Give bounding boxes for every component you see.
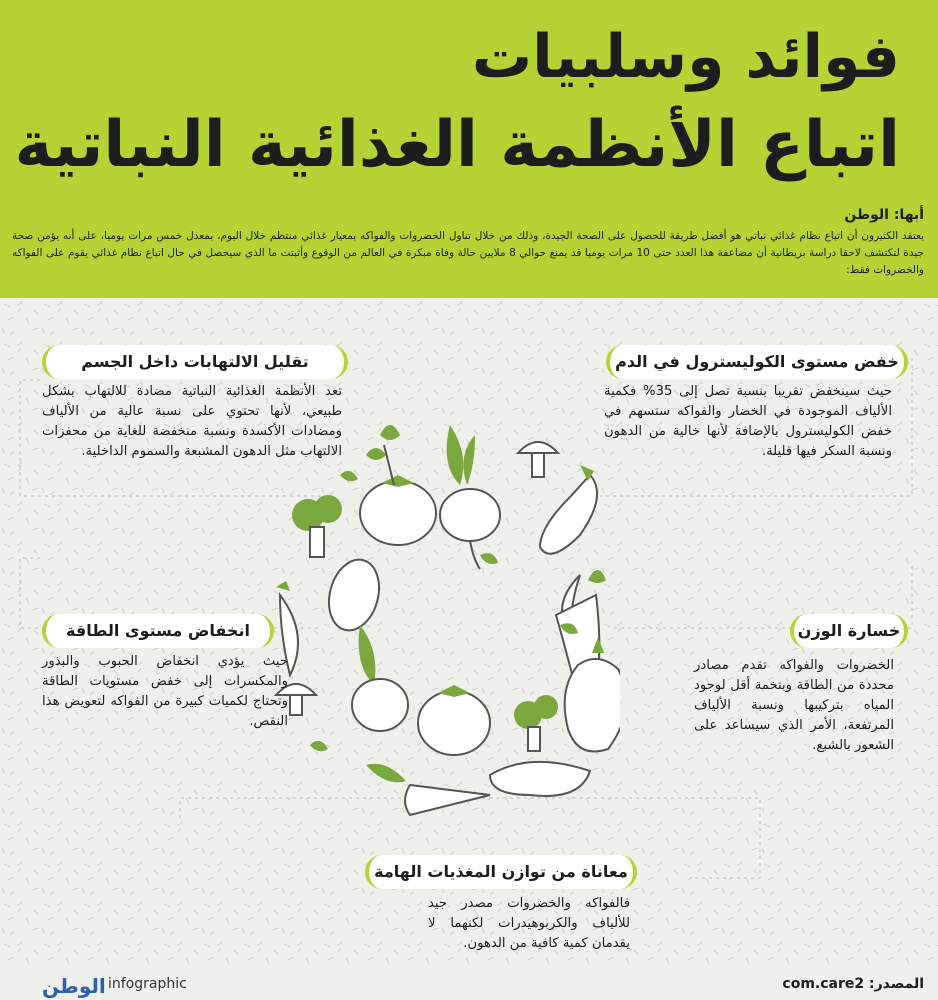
- radish-bottom-icon: [352, 625, 408, 731]
- footer-source: المصدر: com.care2: [782, 976, 924, 992]
- broccoli-icon: [292, 495, 342, 557]
- card-title-weight: خسارة الوزن: [790, 614, 908, 648]
- vegetables-illustration: [270, 415, 620, 825]
- brand-logo: الوطن: [42, 974, 106, 998]
- byline: أبها: الوطن: [844, 207, 924, 223]
- potato-icon: [322, 554, 387, 636]
- radish-icon: [440, 425, 500, 569]
- tomato-bottom-icon: [418, 685, 490, 755]
- carrot-bottom-icon: [366, 764, 490, 815]
- broccoli-bottom-icon: [514, 695, 558, 751]
- card-title-energy: انخفاض مستوى الطاقة: [42, 614, 274, 648]
- mushroom-icon: [518, 442, 558, 477]
- eggplant-icon: [540, 465, 597, 554]
- card-text-energy: حيث يؤدي انخفاض الحبوب والبذور والمكسرات إلى خفض مستويات الطاقة وتحتاج لكميات كبيرة من الفواكه لتعويض هذا النقص.: [42, 654, 288, 729]
- card-title-nutrients: معاناة من توازن المغذيات الهامة: [365, 855, 637, 889]
- card-title-inflammation: تقليل الالتهابات داخل الجسم: [42, 345, 348, 379]
- page-title-line1: فوائد وسلبيات: [471, 22, 900, 92]
- card-text-weight: الخضروات والفواكه تقدم مصادر محددة من الطاقة وبتخمة أقل لوجود المياه بتركيبها ونسبة الألياف المرتفعة، الأمر الذي سيساعد على الشعور بالشبع.: [694, 658, 894, 753]
- card-text-inflammation: تعد الأنظمة الغذائية النباتية مضادة للالتهاب بشكل طبيعي، لأنها تحتوي على نسبة عالية من الألياف ومضادات الأكسدة ونسبة منخفضة للغاية من محفزات الالتهاب مثل الدهون المشبعة والسموم الداخلية.: [42, 384, 342, 459]
- card-text-cholesterol: حيث سينخفض تقريبا بنسبة تصل إلى 35% فكمية الألياف الموجودة في الخضار والفواكه ستسهم في خفض الكوليسترول بالإضافة لأنها خالية من الدهون ونسبة السكر فيها قليلة.: [604, 384, 892, 459]
- page-title-line2: اتباع الأنظمة الغذائية النباتية: [14, 108, 900, 182]
- tomato-icon: [360, 475, 436, 545]
- herb-icon: [366, 425, 400, 485]
- intro-paragraph: يعتقد الكثيرون أن اتباع نظام غذائي نباتي هو أفضل طريقة للحصول على الصحة الجيدة، وذلك من خلال تناول الخضروات والفواكه بمعيار غذائي منتظم خلال اليوم، بمعدل خمس مرات يوميا، على أنه يؤمن صحة جيدة لتكتشف لاحقا دراسة بريطانية أن مضاعفة هذا العدد حتى 10 مرات يوميا قد يمنع حوالي 8 ملايين حالة وفاة مبكرة في العالم من الوقوع وأثبتت ما الذي سيحصل في حال اتباع نظام غذائي يقوم على الفواكه والخضروات فقط:: [12, 230, 924, 276]
- card-title-cholesterol: خفض مستوى الكوليسترول في الدم: [606, 345, 908, 379]
- card-text-nutrients: فالفواكه والخضروات مصدر جيد للألياف والكربوهيدرات لكنهما لا يقدمان كمية كافية من الدهون.: [428, 896, 630, 951]
- eggplant-bottom-icon: [490, 762, 590, 796]
- infographic-label: infographic: [108, 976, 187, 992]
